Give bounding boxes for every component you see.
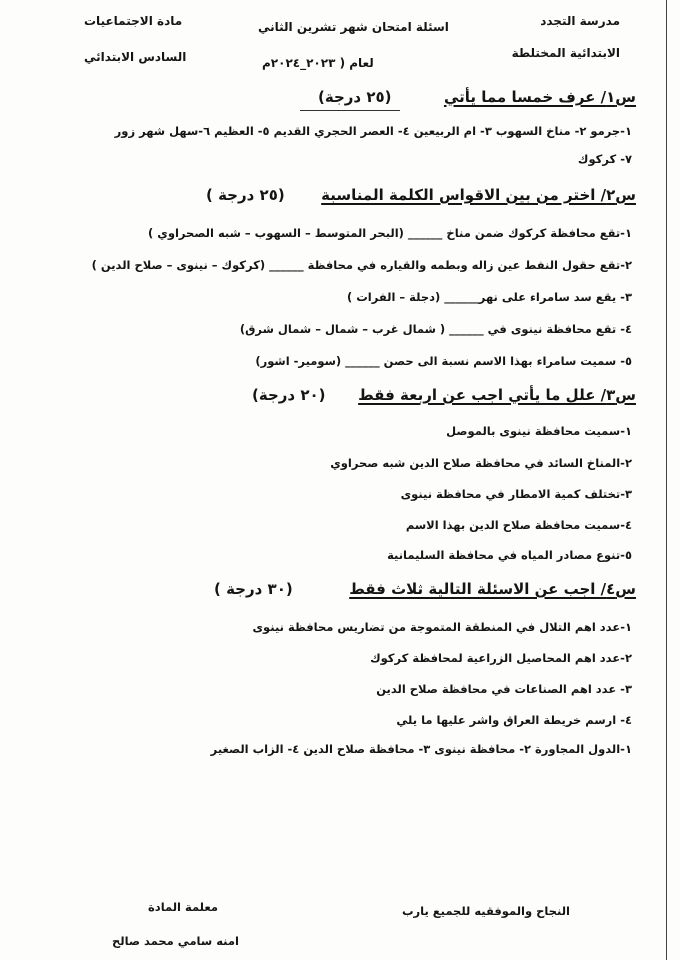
q2-marks: (٢٥ درجة ) (206, 186, 285, 204)
school-type: الابتدائية المختلطة (511, 46, 620, 60)
exam-title: اسئلة امتحان شهر تشرين الثاني (258, 20, 449, 34)
q3-item-2: ٢-المناخ السائد في محافظة صلاح الدين شبه صحراوي (330, 456, 632, 470)
q2-item-4: ٤- تقع محافظة نينوى في ______ ( شمال غرب – شمال – شمال شرق) (239, 322, 632, 336)
subject-name: مادة الاجتماعيات (84, 14, 183, 28)
q3-item-1: ١-سميت محافظة نينوى بالموصل (446, 424, 632, 438)
q1-terms-line2: ٧- كركوك (577, 152, 632, 166)
q3-title: س٣/ علل ما يأتي اجب عن اربعة فقط (358, 386, 636, 404)
q4-item-1: ١-عدد اهم التلال في المنطقة المتموجة من تضاريس محافظة نينوى (252, 620, 632, 634)
exam-year: لعام ( ٢٠٢٣_٢٠٢٤م (262, 56, 374, 70)
grade-level: السادس الابتدائي (84, 50, 187, 64)
q3-item-5: ٥-تنوع مصادر المياه في محافظة السليمانية (387, 548, 632, 562)
teacher-title: معلمة المادة (148, 900, 218, 914)
q4-item-4: ٤- ارسم خريطة العراق واشر عليها ما يلي (396, 713, 632, 727)
q1-marks: (٢٥ درجة) (318, 88, 392, 106)
q4-item-3: ٣- عدد اهم الصناعات في محافظة صلاح الدين (376, 682, 632, 696)
q2-item-1: ١-تقع محافظة كركوك ضمن مناخ ______ (البحر المتوسط – السهوب – شبه الصحراوي ) (148, 226, 632, 240)
closing-wish: النجاح والموفقيه للجميع يارب (401, 904, 570, 918)
teacher-name: امنه سامي محمد صالح (112, 934, 239, 948)
q4-item-2: ٢-عدد اهم المحاصيل الزراعية لمحافظة كركوك (370, 651, 632, 665)
q4-title: س٤/ اجب عن الاسئلة التالية ثلاث فقط (349, 580, 636, 598)
school-name: مدرسة التجدد (540, 14, 620, 28)
q4-marks: (٣٠ درجة ) (214, 580, 293, 598)
q2-title: س٢/ اختر من بين الاقواس الكلمة المناسبة (321, 186, 636, 204)
page-edge-line (666, 0, 667, 960)
q3-item-4: ٤-سميت محافظة صلاح الدين بهذا الاسم (405, 518, 632, 532)
q2-item-3: ٣- يقع سد سامراء على نهر______ (دجلة – الفرات ) (346, 290, 632, 304)
q4-item-5: ١-الدول المجاورة ٢- محافظة نينوى ٣- محافظة صلاح الدين ٤- الزاب الصغير (210, 742, 632, 756)
q1-terms-line1: ١-جرمو ٢- مناخ السهوب ٣- ام الربيعين ٤- العصر الحجري القديم ٥- العظيم ٦-سهل شهر زور (114, 124, 632, 138)
q1-title: س١/ عرف خمسا مما يأتي (443, 88, 636, 106)
q2-item-5: ٥- سميت سامراء بهذا الاسم نسبة الى حصن ______ (سومير- اشور) (255, 354, 632, 368)
q2-item-2: ٢-تقع حقول النفط عين زاله وبطمه والقياره في محافظة ______ (كركوك – نينوى – صلاح الدين ) (91, 258, 632, 272)
q3-marks: (٢٠ درجة) (252, 386, 326, 404)
q1-underline (300, 110, 400, 111)
q3-item-3: ٣-تختلف كمية الامطار في محافظة نينوى (400, 487, 632, 501)
